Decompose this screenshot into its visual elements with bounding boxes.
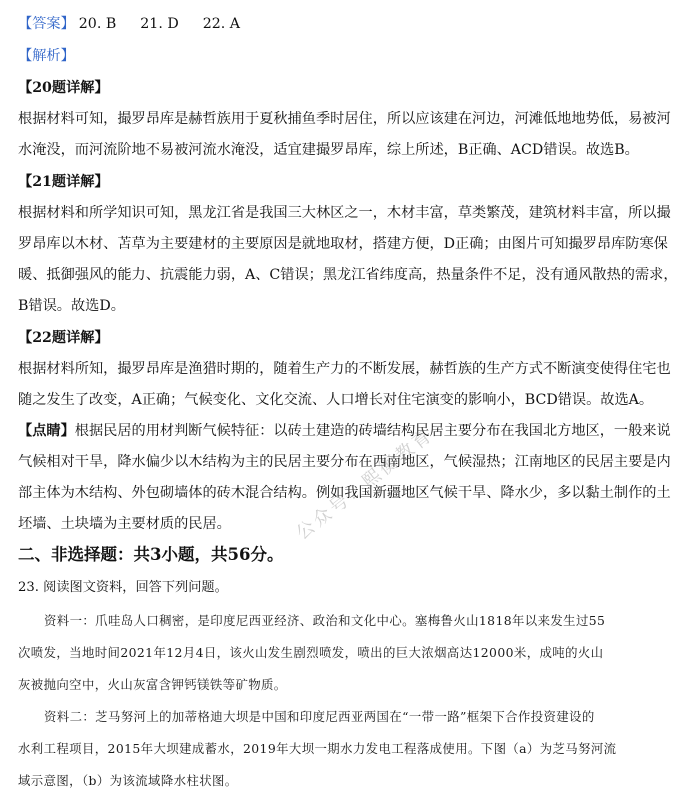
q21-line-4: B错误。故选D。 [18, 298, 125, 314]
tip-line-1 [18, 421, 670, 441]
analysis-label: 【解析】 [18, 48, 75, 64]
answer-label: 【答案】 [18, 16, 75, 32]
q21-line-3: 暖、抵御强风的能力、抗震能力弱，A、C错误；黑龙江省纬度高，热量条件不足，没有通风散热的需求， [18, 267, 678, 283]
q21-line-1: 根据材料和所学知识可知，黑龙江省是我国三大林区之一，木材丰富，草类繁茂，建筑材料丰富，所以撮 [18, 205, 671, 221]
tip-label: 【点睛】 [18, 423, 75, 439]
answer-line [18, 14, 670, 34]
answer-item-21: 21. D [140, 16, 179, 32]
answer-item-22: 22. A [202, 16, 241, 32]
q20-line-1: 根据材料可知，撮罗昂库是赫哲族用于夏秋捕鱼季时居住，所以应该建在河边，河滩低地地势低，易被河 [18, 111, 671, 127]
section-2-title: 二、非选择题：共3小题，共56分。 [18, 545, 284, 564]
q23-prompt: 23. 阅读图文资料，回答下列问题。 [18, 580, 228, 595]
q23-material2-line-1: 资料二：芝马努河上的加蒂格迪大坝是中国和印度尼西亚两国在“一带一路”框架下合作投资建设的 [44, 709, 595, 724]
tip-line-3: 部主体为木结构、外包砌墙体的砖木混合结构。例如我国新疆地区气候干旱、降水少，多以黏土制作的土 [18, 485, 671, 501]
q22-line-1: 根据材料所知，撮罗昂库是渔猎时期的，随着生产力的不断发展，赫哲族的生产方式不断演变使得住宅也 [18, 361, 671, 377]
q20-heading: 【20题详解】 [18, 80, 109, 96]
q23-material1-line-2: 次喷发，当地时间2021年12月4日，该火山发生剧烈喷发，喷出的巨大浓烟高达12000米，成吨的火山 [18, 645, 604, 660]
watermark: 公众号：熙衡教育 [292, 424, 438, 545]
answer-item-20: 20. B [78, 16, 117, 32]
q21-line-2: 罗昂库以木材、苫草为主要建材的主要原因是就地取材，搭建方便，D正确；由图片可知撮罗昂库防寒保 [18, 236, 668, 252]
q22-line-2: 随之发生了改变，A正确；气候变化、文化交流、人口增长对住宅演变的影响小，BCD错误。故选A。 [18, 392, 654, 408]
q23-material2-line-2: 水利工程项目，2015年大坝建成蓄水，2019年大坝一期水力发电工程落成使用。下图（a）为芝马努河流 [18, 741, 617, 756]
tip-first-text: 根据民居的用材判断气候特征：以砖土建造的砖墙结构民居主要分布在我国北方地区，一般来说 [74, 423, 671, 439]
q23-material2-line-3: 域示意图，（b）为该流域降水柱状图。 [18, 773, 238, 788]
q22-heading: 【22题详解】 [18, 330, 109, 346]
tip-line-2: 气候相对干旱，降水偏少以木结构为主的民居主要分布在西南地区，气候湿热；江南地区的民居主要是内 [18, 454, 671, 470]
q21-heading: 【21题详解】 [18, 174, 109, 190]
q23-material1-line-3: 灰被抛向空中，火山灰富含钾钙镁铁等矿物质。 [18, 677, 287, 692]
tip-line-4: 坯墙、土块墙为主要材质的民居。 [18, 516, 231, 532]
q23-material1-line-1: 资料一：爪哇岛人口稠密，是印度尼西亚经济、政治和文化中心。塞梅鲁火山1818年以来发生过55 [44, 613, 606, 628]
q20-line-2: 水淹没，而河流阶地不易被河流水淹没，适宜建撮罗昂库，综上所述，B正确、ACD错误。故选B。 [18, 142, 639, 158]
